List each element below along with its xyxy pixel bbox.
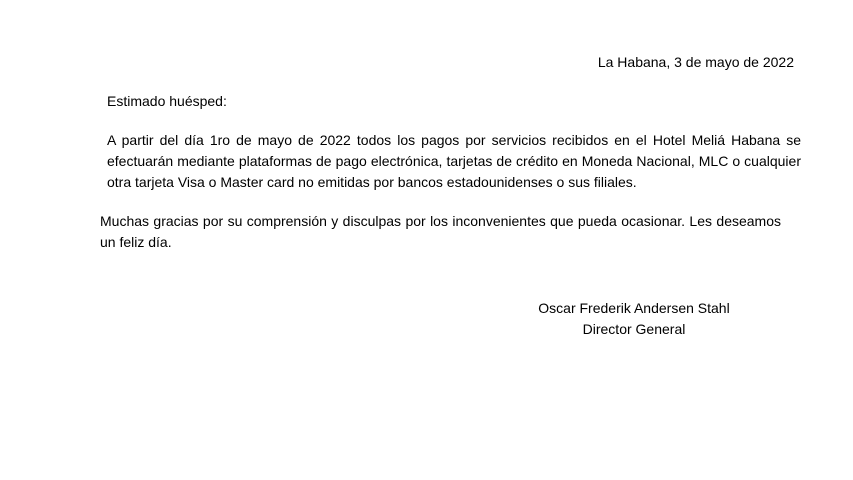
signatory-name: Oscar Frederik Andersen Stahl (538, 300, 730, 316)
signatory-title: Director General (582, 321, 686, 337)
signature-block (534, 298, 734, 340)
paragraph-payment-notice: A partir del día 1ro de mayo de 2022 todos los pagos por servicios recibidos en el Hotel Meliá Habana se efectuarán mediante plataformas de pago electrónica, tarjetas de crédito en Moneda Nacional, MLC o cualquier otra tarjeta Visa o Master card no emitidas por bancos estadounidenses o sus filiales. (107, 132, 801, 190)
salutation: Estimado huésped: (107, 93, 227, 109)
paragraph-thanks: Muchas gracias por su comprensión y disculpas por los inconvenientes que pueda ocasionar. Les deseamos un feliz día. (100, 213, 781, 250)
place-date: La Habana, 3 de mayo de 2022 (597, 54, 794, 70)
